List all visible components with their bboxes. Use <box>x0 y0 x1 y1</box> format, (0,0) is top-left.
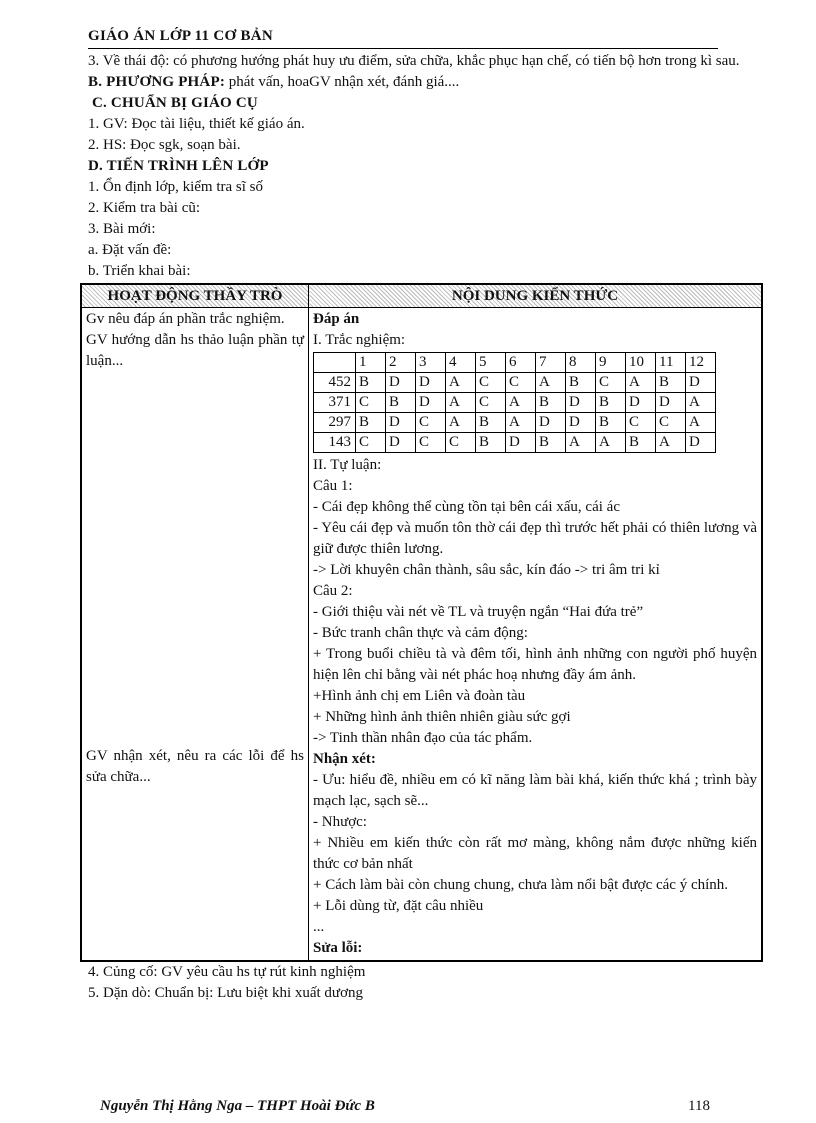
answer-cell: A <box>506 413 536 433</box>
question-number: 7 <box>536 353 566 373</box>
cau1-point: - Cái đẹp không thể cùng tồn tại bên cái xấu, cái ác <box>313 499 620 515</box>
question-number: 5 <box>476 353 506 373</box>
answer-cell: D <box>386 373 416 393</box>
phuong-phap-title: B. PHƯƠNG PHÁP: <box>88 74 226 90</box>
document-page <box>88 26 768 1004</box>
answer-cell: D <box>626 393 656 413</box>
answer-cell: A <box>596 433 626 453</box>
question-number: 3 <box>416 353 446 373</box>
answer-cell: C <box>416 433 446 453</box>
answer-cell: D <box>656 393 686 413</box>
answer-cell: B <box>536 433 566 453</box>
document-header: GIÁO ÁN LỚP 11 CƠ BẢN <box>88 26 718 49</box>
activity-3: GV nhận xét, nêu ra các lỗi để hs sửa chữa... <box>86 748 304 785</box>
answer-cell: C <box>476 393 506 413</box>
answer-cell: D <box>506 433 536 453</box>
answer-grid-header-row <box>314 353 716 373</box>
nhuoc-point: + Cách làm bài còn chung chung, chưa làm nổi bật được các ý chính. <box>313 877 729 893</box>
exam-code: 297 <box>314 413 356 433</box>
answer-cell: A <box>626 373 656 393</box>
answer-cell: D <box>416 393 446 413</box>
answer-cell: B <box>596 413 626 433</box>
footer-author: Nguyễn Thị Hằng Nga – THPT Hoài Đức B <box>100 1098 375 1114</box>
cau1-label: Câu 1: <box>313 478 353 494</box>
answer-cell: B <box>476 413 506 433</box>
answer-cell: A <box>686 393 716 413</box>
answer-grid-corner <box>314 353 356 373</box>
nhuoc-label: - Nhược: <box>313 814 367 830</box>
tu-luan-label: II. Tự luận: <box>313 457 382 473</box>
answer-cell: B <box>356 413 386 433</box>
hs-prep-line: 2. HS: Đọc sgk, soạn bài. <box>88 137 241 153</box>
thai-do-line: 3. Về thái độ: có phương hướng phát huy ưu điểm, sửa chữa, khắc phục hạn chế, có tiến bộ hơn trong kì sau. <box>88 53 740 69</box>
answer-grid-row <box>314 393 716 413</box>
trien-khai-line: b. Triển khai bài: <box>88 263 191 279</box>
answer-cell: B <box>476 433 506 453</box>
kiem-tra-line: 2. Kiểm tra bài cũ: <box>88 200 201 216</box>
dat-van-de-line: a. Đặt vấn đề: <box>88 242 172 258</box>
dap-an-label: Đáp án <box>313 311 360 327</box>
answer-grid <box>313 352 716 453</box>
answer-grid-row <box>314 373 716 393</box>
answer-cell: D <box>536 413 566 433</box>
question-number: 10 <box>626 353 656 373</box>
answer-cell: A <box>536 373 566 393</box>
cung-co-line: 4. Củng cố: GV yêu cầu hs tự rút kinh nghiệm <box>88 964 366 980</box>
answer-cell: D <box>386 413 416 433</box>
answer-cell: A <box>656 433 686 453</box>
answer-cell: B <box>626 433 656 453</box>
gv-prep-line: 1. GV: Đọc tài liệu, thiết kế giáo án. <box>88 116 305 132</box>
tien-trinh-title: D. TIẾN TRÌNH LÊN LỚP <box>88 158 269 174</box>
cau1-point: - Yêu cái đẹp và muốn tôn thờ cái đẹp thì trước hết phải có thiên lương và giữ được thiên lương. <box>313 520 757 557</box>
answer-cell: C <box>356 393 386 413</box>
question-number: 1 <box>356 353 386 373</box>
phuong-phap-line <box>88 72 768 93</box>
question-number: 4 <box>446 353 476 373</box>
answer-cell: D <box>566 393 596 413</box>
answer-grid-row <box>314 433 716 453</box>
activities-cell <box>81 308 309 962</box>
answer-cell: D <box>566 413 596 433</box>
cau1-point: -> Lời khuyên chân thành, sâu sắc, kín đáo -> tri âm tri kỉ <box>313 562 660 578</box>
question-number: 6 <box>506 353 536 373</box>
sua-loi-label: Sửa lỗi: <box>313 940 363 956</box>
col-header-activities: HOẠT ĐỘNG THẦY TRÒ <box>81 284 309 308</box>
trac-nghiem-label: I. Trắc nghiệm: <box>313 332 406 348</box>
answer-cell: A <box>446 413 476 433</box>
question-number: 8 <box>566 353 596 373</box>
answer-cell: D <box>386 433 416 453</box>
answer-cell: A <box>566 433 596 453</box>
answer-grid-row <box>314 413 716 433</box>
cau2-point: -> Tinh thần nhân đạo của tác phẩm. <box>313 730 533 746</box>
answer-cell: C <box>596 373 626 393</box>
cau2-point: - Giới thiệu vài nét về TL và truyện ngắn “Hai đứa trẻ” <box>313 604 644 620</box>
answer-cell: A <box>506 393 536 413</box>
content-cell <box>309 308 763 962</box>
dan-do-line: 5. Dặn dò: Chuẩn bị: Lưu biệt khi xuất dương <box>88 985 363 1001</box>
activity-2: GV hướng dẫn hs thảo luận phần tự luận... <box>86 332 304 369</box>
answer-cell: B <box>566 373 596 393</box>
answer-cell: D <box>416 373 446 393</box>
answer-cell: C <box>506 373 536 393</box>
activity-1: Gv nêu đáp án phần trắc nghiệm. <box>86 311 285 327</box>
nhuoc-point: + Lỗi dùng từ, đặt câu nhiều <box>313 898 484 914</box>
answer-cell: A <box>446 393 476 413</box>
answer-cell: B <box>656 373 686 393</box>
nhuoc-point: + Nhiều em kiến thức còn rất mơ màng, không nắm được những kiến thức cơ bản nhất <box>313 835 757 872</box>
ellipsis: ... <box>313 919 325 935</box>
answer-cell: D <box>686 373 716 393</box>
question-number: 2 <box>386 353 416 373</box>
nhan-xet-label: Nhận xét: <box>313 751 376 767</box>
page-footer <box>100 1096 710 1117</box>
answer-cell: D <box>686 433 716 453</box>
question-number: 12 <box>686 353 716 373</box>
cau2-point: + Trong buổi chiều tà và đêm tối, hình ảnh những con người phố huyện hiện lên chỉ bằng vài nét phác hoạ nhưng đầy ám ảnh. <box>313 646 757 683</box>
question-number: 11 <box>656 353 686 373</box>
answer-cell: B <box>536 393 566 413</box>
answer-cell: B <box>356 373 386 393</box>
exam-code: 371 <box>314 393 356 413</box>
answer-cell: A <box>446 373 476 393</box>
cau2-point: +Hình ảnh chị em Liên và đoàn tàu <box>313 688 526 704</box>
answer-cell: A <box>686 413 716 433</box>
question-number: 9 <box>596 353 626 373</box>
exam-code: 143 <box>314 433 356 453</box>
answer-cell: C <box>476 373 506 393</box>
cau2-point: - Bức tranh chân thực và cảm động: <box>313 625 528 641</box>
exam-code: 452 <box>314 373 356 393</box>
page-number: 118 <box>688 1098 710 1114</box>
chuan-bi-title: C. CHUẨN BỊ GIÁO CỤ <box>92 95 258 111</box>
answer-cell: C <box>416 413 446 433</box>
answer-cell: C <box>356 433 386 453</box>
uu-diem: - Ưu: hiểu đề, nhiều em có kĩ năng làm bài khá, kiến thức khá ; trình bày mạch lạc, sạch sẽ... <box>313 772 757 809</box>
cau2-point: + Những hình ảnh thiên nhiên giàu sức gợi <box>313 709 571 725</box>
on-dinh-line: 1. Ổn định lớp, kiểm tra sĩ số <box>88 179 264 195</box>
phuong-phap-text: phát vấn, hoaGV nhận xét, đánh giá.... <box>228 74 460 90</box>
answer-cell: C <box>656 413 686 433</box>
bai-moi-line: 3. Bài mới: <box>88 221 156 237</box>
answer-cell: B <box>386 393 416 413</box>
lesson-table <box>80 283 763 962</box>
answer-cell: C <box>446 433 476 453</box>
cau2-label: Câu 2: <box>313 583 353 599</box>
answer-cell: C <box>626 413 656 433</box>
col-header-content: NỘI DUNG KIẾN THỨC <box>309 284 763 308</box>
answer-cell: B <box>596 393 626 413</box>
